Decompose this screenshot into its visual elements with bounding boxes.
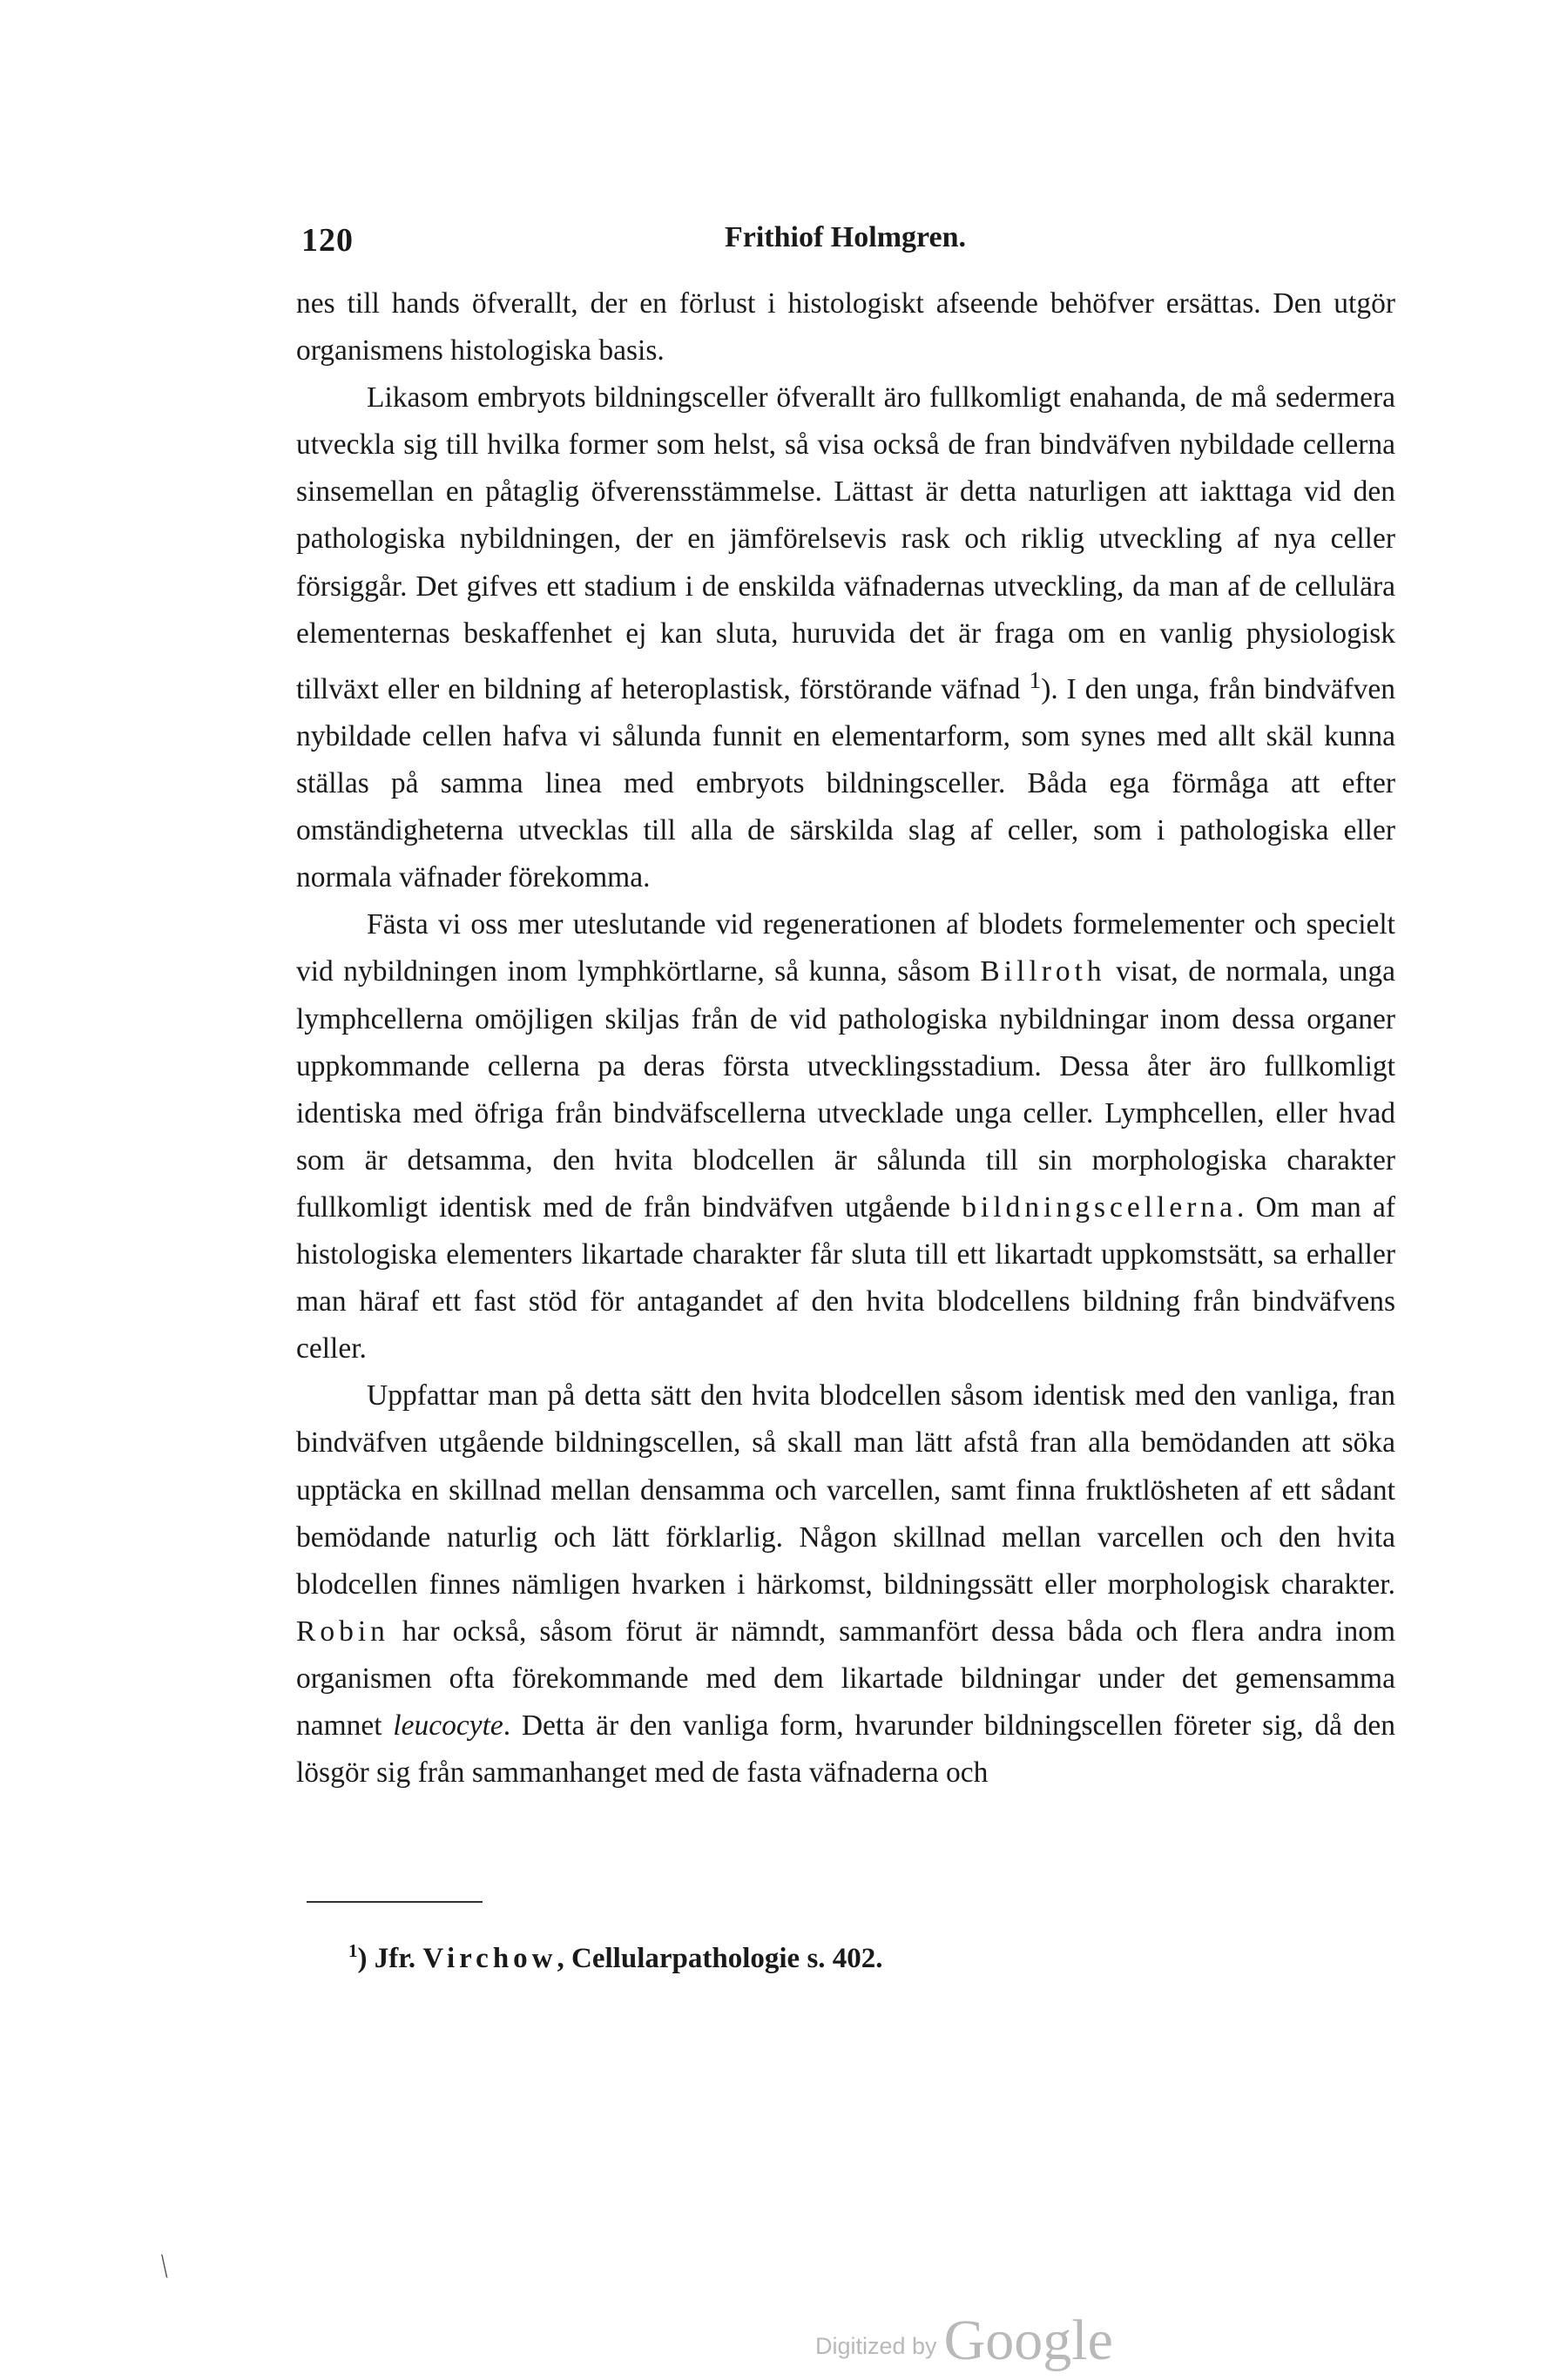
scan-mark: ⟍ [150,2251,178,2283]
text-run: Uppfattar man på detta sätt den hvita blodcellen såsom identisk med den vanliga, fran bindväfven utgående bildningscellen, så skall man lätt afstå fran alla bemödanden att söka upptäcka en skillnad mellan densamma och varcellen, samt finna fruktlösheten af ett sådant bemödande naturlig och lätt förklarlig. Någon skillnad mellan varcellen och den hvita blodcellen finnes nämligen hvarken i härkomst, bildningssätt eller morphologisk charakter. [296,1379,1395,1601]
text-run-spaced: Robin [296,1615,389,1648]
body-text [296,280,1395,1797]
text-run-spaced: bildningscellerna [962,1190,1237,1224]
text-run: . Om man af histologiska elementers likartade charakter får sluta till ett likartadt uppkomstsätt, sa erhaller man häraf ett fast stöd för antagandet af den hvita blodcellens bildning från bindväfvens celler. [296,1190,1395,1365]
text-run: ). I den unga, från bindväfven nybildade cellen hafva vi sålunda funnit en elementarform, som synes med allt skäl kunna ställas på samma linea med embryots bildningsceller. Båda ega förmåga att efter omständigheterna utvecklas till alla de särskilda slag af celler, som i pathologiska eller normala väfnader förekomma. [296,672,1395,894]
text-run-italic: leucocyte [393,1709,503,1742]
paragraph [296,901,1395,1372]
text-run: . Detta är den vanliga form, hvarunder bildningscellen företer sig, då den lösgör sig från sammanhanget med de fasta väfnaderna och [296,1709,1395,1790]
running-head: Frithiof Holmgren. [725,221,966,253]
page-number: 120 [301,222,354,259]
text-run: visat, de normala, unga lymphcellerna omöjligen skiljas från de vid pathologiska nybildningar inom dessa organer uppkommande cellerna pa deras första utvecklingsstadium. Dessa åter äro fullkomligt identiska med öfriga från bindväfscellerna utvecklade unga celler. Lymphcellen, eller hvad som är detsamma, den hvita blodcellen är sålunda till sin morphologiska charakter fullkomligt identisk med de från bindväfven utgående [296,955,1395,1224]
paragraph [296,374,1395,901]
watermark [815,2308,1113,2374]
paragraph [296,280,1395,374]
footnote-citation: , Cellularpathologie s. 402. [557,1943,883,1974]
text-run-sup: 1 [1029,666,1042,694]
footnote-marker: 1 [348,1940,358,1961]
text-run: Fästa vi oss mer uteslutande vid regenerationen af blodets formelementer och specielt vid nybildningen inom lymphkörtlarne, så kunna, såsom [296,908,1395,988]
text-run: nes till hands öfverallt, der en förlust i histologiskt afseende behöfver ersättas. Den utgör organismens histologiska basis. [296,287,1395,367]
footnote-prefix: ) Jfr. [357,1943,423,1974]
watermark-prefix: Digitized by [815,2333,937,2359]
text-run-spaced: Billroth [980,955,1106,988]
text-run: har också, såsom förut är nämndt, sammanfört dessa båda och flera andra inom organismen ofta förekommande med dem likartade bildningar under det gemensamma namnet [296,1615,1395,1742]
footnote-author: Virchow [422,1943,557,1974]
paragraph [296,1372,1395,1797]
text-run: Likasom embryots bildningsceller öfverallt äro fullkomligt enahanda, de må sedermera utveckla sig till hvilka former som helst, så visa också de fran bindväfven nybildade cellerna sinsemellan en påtaglig öfverensstämmelse. Lättast är detta naturligen att iakttaga vid den pathologiska nybildningen, der en jämförelsevis rask och riklig utveckling af nya celler försiggår. Det gifves ett stadium i de enskilda väfnadernas utveckling, da man af de cellulära elementernas beskaffenhet ej kan sluta, huruvida det är fraga om en vanlig physiologisk tillväxt eller en bildning af heteroplastisk, förstörande väfnad [296,381,1395,705]
watermark-logo: Google [943,2309,1113,2372]
footnote-rule [307,1901,483,1903]
footnote [348,1940,883,1975]
